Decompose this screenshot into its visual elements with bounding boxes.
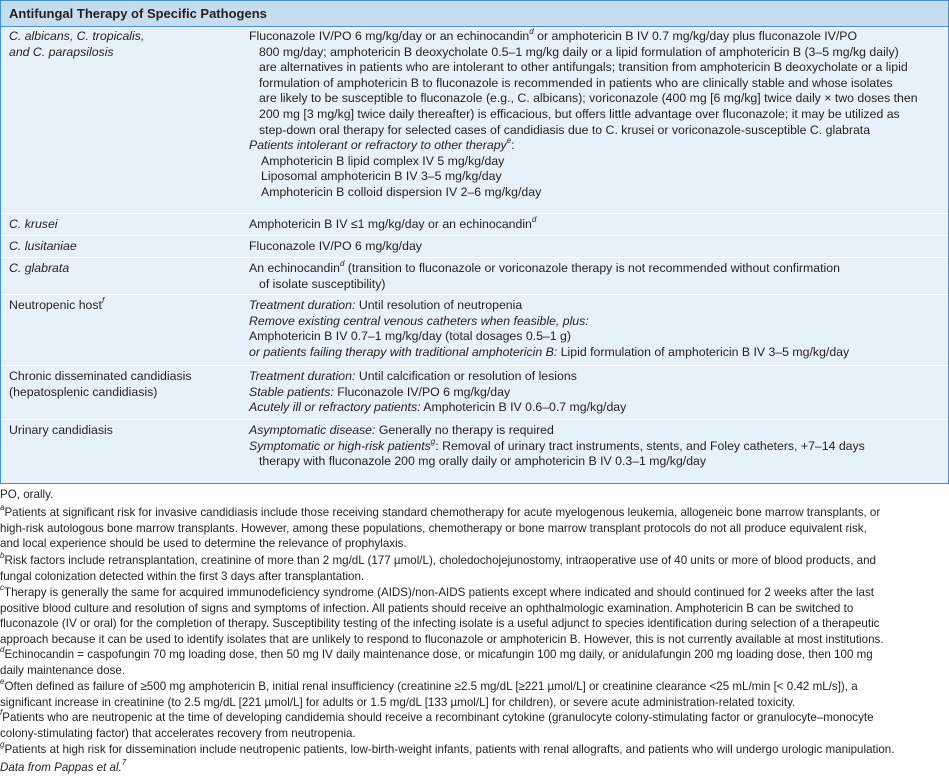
therapy-text: An echinocandin [249, 261, 340, 275]
therapy-label: Treatment duration: [249, 369, 356, 383]
therapy-text: are likely to be susceptible to fluconazole (e.g., C. albicans); voriconazole (400 mg [6 mg/kg] twice daily × two doses then [259, 91, 918, 106]
table-row [1, 257, 948, 291]
intolerant-item: Amphotericin B lipid complex IV 5 mg/kg/day [261, 153, 505, 168]
footnote-mark: d [0, 645, 5, 655]
footnote-b [0, 553, 947, 584]
footnote-text: Risk factors include retransplantation, creatinine of more than 2 mg/dL (177 µmol/L), choledochojejunostomy, intraoperative use of 40 units or more of blood products, and [4, 554, 876, 567]
footnote-text: Echinocandin = caspofungin 70 mg loading dose, then 50 mg IV daily maintenance dose, or micafungin 100 mg daily, or anidulafungin 200 mg loading dose, then 100 mg [4, 648, 873, 661]
therapy-text: or amphotericin B IV 0.7 mg/kg/day plus fluconazole IV/PO [533, 29, 858, 43]
footnote-text: daily maintenance dose. [0, 663, 126, 677]
therapy-text: Amphotericin B IV ≤1 mg/kg/day or an echinocandin [249, 217, 532, 231]
pathogen-text: C. glabrata [9, 261, 70, 275]
therapy-text: Fluconazole IV/PO 6 mg/kg/day or an echinocandin [249, 29, 530, 43]
footnote-mark: a [0, 503, 5, 513]
footnote-po: PO, orally. [0, 488, 54, 501]
footnote-d [0, 647, 947, 678]
therapy-text: step-down oral therapy for selected cases of candidiasis due to C. krusei or voriconazole-susceptible C. glabrata [259, 122, 871, 137]
footnote-text: Patients at high risk for dissemination include neutropenic patients, low-birth-weight infants, patients with renal allografts, and patients who will undergo urologic manipulation. [4, 743, 895, 756]
footnote-mark: d [339, 258, 345, 268]
footnote-mark: e [0, 677, 5, 687]
footnote-g [0, 742, 947, 758]
pathogen-text: (hepatosplenic candidiasis) [9, 384, 158, 399]
footnote-text: fluconazole (IV or oral) for the completion of therapy. Susceptibility testing of the infecting isolate is a useful adjunct to species identification during selection of a therapeutic [0, 617, 880, 630]
footnote-a [0, 505, 947, 552]
pathogen-text: C. krusei [9, 217, 58, 231]
therapy-label: Treatment duration: [249, 298, 356, 312]
therapy-label: or patients failing therapy with traditional amphotericin B: [249, 344, 558, 359]
footnote-text: fungal colonization detected within the first 3 days after transplantation. [0, 569, 365, 583]
footnote-text: Patients who are neutropenic at the time of developing candidemia should receive a recombinant cytokine (granulocyte colony-stimulating factor or granulocyte–monocyte [2, 711, 874, 724]
therapy-label: Acutely ill or refractory patients: [249, 400, 421, 415]
footnote-c [0, 585, 947, 647]
therapy-text: Generally no therapy is required [375, 423, 554, 437]
footnote-mark: g [0, 740, 5, 750]
pathogen-cell [9, 29, 234, 60]
therapy-text: (transition to fluconazole or voriconazole therapy is not recommended without confirmation [344, 261, 840, 275]
therapy-label: Asymptomatic disease: [249, 423, 376, 437]
therapy-text: : Removal of urinary tract instruments, stents, and Foley catheters, +7–14 days [435, 438, 865, 453]
intolerant-item: Amphotericin B colloid dispersion IV 2–6 mg/kg/day [261, 184, 542, 199]
pathogen-text: C. lusitaniae [9, 239, 77, 253]
therapy-label: Symptomatic or high-risk patients [249, 438, 431, 453]
footnote-text: Therapy is generally the same for acquired immunodeficiency syndrome (AIDS)/non-AIDS patients except where indicated and should continued for 2 weeks after the last [4, 586, 874, 599]
footnote-text: significant increase in creatinine (to 2.5 mg/dL [221 µmol/L] for adults or 1.5 mg/dL [133 µmol/L] for children), or severe acute administration-related toxicity. [0, 695, 796, 709]
footnote-mark: d [529, 26, 534, 36]
table-title: Antifungal Therapy of Specific Pathogens [1, 1, 948, 27]
therapy-label: Remove existing central venous catheters when feasible, plus: [249, 313, 589, 328]
therapy-text: 200 mg [3 mg/kg] twice daily thereafter) is efficacious, but offers little advantage over fluconazole; it may be utilized as [259, 106, 900, 121]
footnote-f [0, 710, 947, 741]
therapy-text: Fluconazole IV/PO 6 mg/kg/day [249, 239, 422, 253]
source-text: Data from Pappas et al. [0, 761, 122, 774]
therapy-text: of isolate susceptibility) [259, 276, 386, 291]
pathogen-text: Urinary candidiasis [9, 423, 113, 437]
therapy-text: Until resolution of neutropenia [355, 298, 523, 312]
pathogen-text: and C. parapsilosis [9, 44, 114, 59]
footnote-mark: f [0, 708, 3, 718]
therapy-text: 800 mg/day; amphotericin B deoxycholate 0.5–1 mg/kg daily or a lipid formulation of amphotericin B (3–5 mg/kg daily) [259, 44, 899, 59]
therapy-text: Fluconazole IV/PO 6 mg/kg/day [333, 384, 511, 399]
footnote-mark: f [101, 295, 105, 305]
footnote-e [0, 679, 947, 710]
footnote-text: Often defined as failure of ≥500 mg amphotericin B, initial renal insufficiency (creatinine ≥2.5 mg/dL [≥221 µmol/L] or creatinine clearance <25 mL/min [< 0.42 mL/s]), a [4, 680, 858, 693]
footnote-mark: d [531, 214, 537, 224]
therapy-cell: Fluconazole IV/PO 6 mg/kg/day or an echinocandin$^d$ or amphotericin B IV 0.7 mg/kg/day plus fluconazole IV/PO 800 mg/day; amphotericin B deoxycholate 0.5–1 mg/kg daily or a lipid formulation of amphotericin B (3–5 mg/kg daily) are alternatives in patients who are intolerant to other antifungals; transition from amphotericin B deoxycholate or a lipid formulation of amphotericin B to fluconazole is recommended in patients who are clinically stable and whose isolates are likely to be susceptible to fluconazole (e.g., C. albicans); voriconazole (400 mg [6 mg/kg] twice daily × two doses then 200 mg [3 mg/kg] twice daily thereafter) is efficacious, but offers little advantage over fluconazole; it may be utilized as step-down oral therapy for selected cases of candidiasis due to C. krusei or voriconazole-susceptible C. glabrata Patients intolerant or refractory to other therapy$^e$: Amphotericin B lipid complex IV 5 mg/kg/day Liposomal amphotericin B IV 3–5 mg/kg/day Amphotericin B colloid dispersion IV 2–6 mg/kg/day [249, 29, 944, 201]
table-row [1, 235, 948, 253]
table-row [1, 294, 948, 359]
footnote-mark: b [0, 551, 5, 561]
footnote-mark: e [506, 136, 512, 146]
therapy-label: Stable patients: [249, 384, 334, 399]
citation-mark: 7 [121, 758, 127, 768]
pathogen-text: C. albicans, C. tropicalis, [9, 29, 145, 43]
footnote-text: Patients at significant risk for invasive candidiasis include those receiving standard chemotherapy for acute myelogenous leukemia, allogeneic bone marrow transplants, or [4, 506, 881, 519]
footnote-text: high-risk autologous bone marrow transplants. However, among these populations, chemotherapy or bone marrow transplant protocols do not all produce equivalent risk, [0, 521, 867, 535]
therapy-text: Amphotericin B IV 0.6–0.7 mg/kg/day [420, 400, 627, 415]
therapy-text: are alternatives in patients who are intolerant to other antifungals; transition from amphotericin B deoxycholate or a lipid [259, 60, 908, 75]
table-row [1, 365, 948, 415]
footnote-text: and local experience should be used to determine the relevance of prophylaxis. [0, 537, 407, 550]
therapy-text: Amphotericin B IV 0.7–1 mg/kg/day (total dosages 0.5–1 g) [249, 329, 571, 344]
footnote-mark: c [0, 583, 4, 593]
therapy-text: formulation of amphotericin B to fluconazole is recommended in patients who are clinically stable and whose isolates [259, 75, 893, 90]
therapy-text: Lipid formulation of amphotericin B IV 3–5 mg/kg/day [557, 344, 850, 359]
footnote-mark: g [430, 436, 436, 446]
footnote-text: positive blood culture and resolution of signs and symptoms of infection. All patients should receive an ophthalmologic examination. Amphotericin B can be switched to [0, 601, 854, 615]
therapy-text: therapy with fluconazole 200 mg orally daily or amphotericin B IV 0.3–1 mg/kg/day [259, 454, 707, 469]
table-row [1, 419, 948, 469]
intolerant-item: Liposomal amphotericin B IV 3–5 mg/kg/day [261, 169, 502, 184]
pathogen-text: Chronic disseminated candidiasis [9, 369, 192, 383]
pathogen-text: Neutropenic host [9, 298, 102, 312]
table-row [1, 213, 948, 231]
intolerant-heading: Patients intolerant or refractory to other therapy [249, 138, 507, 153]
therapy-text: Until calcification or resolution of lesions [355, 369, 577, 383]
footnote-text: approach because it can be used to identify isolates that are unlikely to respond to fluconazole or amphotericin B. However, this is not currently available at most institutions. [0, 632, 884, 646]
footnote-text: colony-stimulating factor) that accelerates recovery from neutropenia. [0, 726, 356, 740]
